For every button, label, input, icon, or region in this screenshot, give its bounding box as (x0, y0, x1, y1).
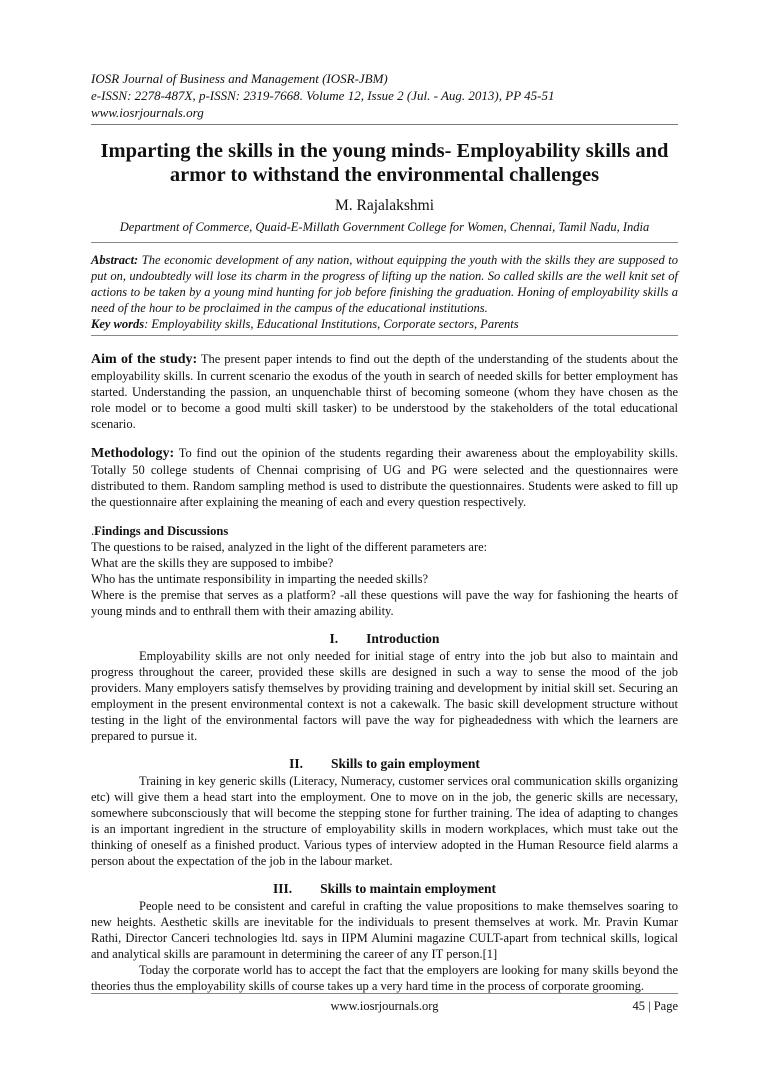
section-paragraph: Employability skills are not only needed for initial stage of entry into the job but also to maintain and progress throughout the career, provided these skills are designed in such a way to sense the mood of the job providers. Many employers satisfy themselves by providing training and development by initial skill set. Securing an employment in the present environmental context is not a cakewalk. The basic skill development structure without testing in the light of the environmental factors will pave the way for pigheadedness with which the learners are prepared to pursue it. (91, 649, 678, 743)
journal-name: IOSR Journal of Business and Management (IOSR-JBM) (91, 71, 388, 86)
footer-divider (91, 993, 678, 994)
methodology-text: To find out the opinion of the students regarding their awareness about the employability skills. Totally 50 college students of Chennai comprising of UG and PG were selected and the questionnaires were distributed to them. Random sampling method is used to distribute the questionnaires. Students were asked to fill up the questionnaire after explaining the meaning of each and every question respectively. (91, 446, 678, 509)
findings-line: Where is the premise that serves as a platform? -all these questions will pave the way for fashioning the hearts of young minds and to enthrall them with their amazing ability. (91, 588, 678, 618)
section-paragraph: People need to be consistent and careful in crafting the value propositions to make themselves soaring to new heights. Aesthetic skills are inevitable for the individuals to present themselves at work. Mr. Pravin Kumar Rathi, Director Canceri technologies ltd. says in IIPM Alumini magazine CULT-apart from technical skills, logical and analytical skills are paramount in determining the career of any IT person.[1] (91, 899, 678, 961)
abstract-label: Abstract: (91, 253, 139, 267)
journal-header (91, 70, 678, 121)
paper-title: Imparting the skills in the young minds- Employability skills and armor to withstand the environmental challenges (100, 140, 669, 186)
section-paragraph: Training in key generic skills (Literacy, Numeracy, customer services oral communication skills organizing etc) will give them a head start into the employment. One to move on in the job, the generic skills are necessary, somewhere subconsciously that will become the stepping stone for further training. The idea of adapting to changes is an important ingredient in the structure of employability skills in modern workplaces, which must take out the thinking of oneself as a finished product. Various types of interview adopted in the Human Resource field alarms a person about the expectation of the job in the labour market. (91, 774, 678, 868)
section-title: Introduction (366, 631, 440, 646)
findings-block (91, 523, 678, 619)
findings-line: What are the skills they are supposed to imbibe? (91, 556, 334, 570)
section-title: Skills to maintain employment (320, 881, 497, 896)
section-heading-gain-employment (91, 756, 678, 772)
section-number: II. (289, 756, 303, 771)
section-paragraph: Today the corporate world has to accept the fact that the employers are looking for many skills beyond the theories thus the employability skills of course takes up a very hard time in the process of corporate grooming. (91, 963, 678, 993)
section-heading-maintain-employment (91, 881, 678, 897)
abstract-bottom-divider (91, 335, 678, 336)
abstract-top-divider (91, 242, 678, 243)
page-number: 45 | Page (632, 999, 678, 1013)
methodology-label: Methodology: (91, 446, 175, 461)
findings-line: The questions to be raised, analyzed in the light of the different parameters are: (91, 540, 488, 554)
keywords-text: : Employability skills, Educational Institutions, Corporate sectors, Parents (144, 317, 519, 331)
page-footer (91, 993, 678, 1014)
findings-prefix: . (91, 524, 95, 538)
abstract (91, 248, 678, 316)
findings-heading (91, 523, 678, 539)
section-number: III. (272, 881, 293, 896)
section-title: Skills to gain employment (331, 756, 480, 771)
page-content (91, 70, 678, 994)
author-affiliation: Department of Commerce, Quaid-E-Millath Government College for Women, Chennai, Tamil Nadu, India (119, 220, 650, 234)
methodology (91, 445, 678, 510)
keywords (91, 316, 678, 332)
aim-of-study (91, 351, 678, 432)
abstract-text: The economic development of any nation, without equipping the youth with the skills they are supposed to put on, undoubtedly will lose its charm in the progress of lifting up the nation. So called skills are the well knit set of actions to be taken by a young mind hunting for job before finishing the graduation. Honing of employability skills a need of the hour to be proclaimed in the campus of the educational institutions. (91, 253, 678, 315)
header-divider (91, 124, 678, 125)
journal-website: www.iosrjournals.org (91, 105, 204, 120)
author-name: M. Rajalakshmi (334, 197, 435, 214)
section-heading-introduction (91, 631, 678, 647)
findings-line: Who has the untimate responsibility in imparting the needed skills? (91, 572, 429, 586)
findings-label: Findings and Discussions (94, 524, 229, 538)
aim-text: The present paper intends to find out the depth of the understanding of the students about the employability skills. In current scenario the exodus of the youth in search of needed skills for better employment has started. Understanding the passion, an unquenchable thirst of becoming someone (whom they have chosen as the role model or to become a good multi skill tasker) to be understood by the stakeholders of the total educational scenario. (91, 352, 678, 431)
footer-website: www.iosrjournals.org (330, 999, 439, 1013)
journal-issn: e-ISSN: 2278-487X, p-ISSN: 2319-7668. Volume 12, Issue 2 (Jul. - Aug. 2013), PP 45-51 (91, 88, 555, 103)
section-number: I. (329, 631, 339, 646)
aim-label: Aim of the study: (91, 352, 198, 367)
keywords-label: Key words (91, 317, 145, 331)
